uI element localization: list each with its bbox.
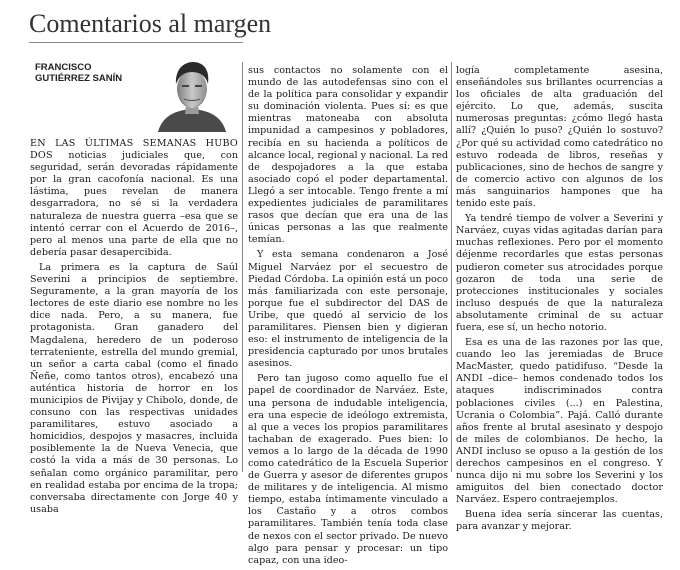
author-portrait: [152, 58, 232, 132]
author-last-name: GUTIÉRREZ SANÍN: [35, 73, 123, 84]
paragraph: EN LAS ÚLTIMAS SEMANAS HUBO DOS noticias judiciales que, con seguridad, serán devoradas rápidamente por la gran cacofonía nacional. Es una lástima, pues revelan de manera desgarradora, no sé si la verdadera naturaleza de nuestra guerra –esa que se intentó cerrar con el Acuerdo de 2016–, pero al menos una parte de ella que no debería pasar desapercibida.: [30, 138, 238, 258]
article-column-2: [248, 65, 448, 570]
paragraph: logía completamente asesina, enseñándoles sus brillantes ocurrencias a los oficiales de alta graduación del ejército. Lo que, además, suscita numerosas preguntas: ¿cómo llegó hasta allí? ¿Quién lo puso? ¿Quién lo sostuvo? ¿Por qué su actividad como catedrático no estuvo rodeada de libros, reseñas y publicaciones, sino de hechos de sangre y de comercio activo con algunos de los más sanguinarios hampones que ha tenido este país.: [456, 65, 663, 210]
lead-in: EN LAS ÚLTIMAS SEMANAS HUBO DOS: [30, 138, 238, 162]
paragraph: Ya tendré tiempo de volver a Severini y Narváez, cuyas vidas agitadas darían para muchas reflexiones. Pero por el momento déjenme recordarles que estas personas pudieron cometer sus atrocidades porque gozaron de toda una serie de protecciones institucionales y sociales incluso después de que la naturaleza absolutamente criminal de su actuar fuera, ese sí, un hecho notorio.: [456, 213, 663, 333]
section-title: Comentarios al margen: [29, 9, 272, 38]
paragraph: Pero tan jugoso como aquello fue el papel de coordinador de Narváez. Este, una persona de indudable inteligencia, era una especie de ideólogo extremista, al que a veces los propios paramilitares tachaban de exagerado. Pues bien: lo vemos a lo largo de la década de 1990 como catedrático de la Escuela Superior de Guerra y asesor de diferentes grupos de militares y de inteligencia. Al mismo tiempo, estaba íntimamente vinculado a los Castaño y a otros combos paramilitares. También tenía toda clase de nexos con el sector privado. De nuevo algo para pensar y procesar: un tipo capaz, con una ideo-: [248, 373, 448, 566]
top-rule: [29, 42, 243, 43]
paragraph: Buena idea sería sincerar las cuentas, para avanzar y mejorar.: [456, 509, 663, 533]
paragraph: La primera es la captura de Saúl Severini a principios de septiembre. Seguramente, a la gran mayoría de los lectores de este diario ese nombre no les dice nada. Pero, a su manera, fue protagonista. Gran ganadero del Magdalena, heredero de un poderoso terrateniente, estrella del mundo gremial, un señor a carta cabal (como el finado Ñeñe, como tantos otros), encabezó una auténtica historia de horror en los municipios de Pivijay y Chibolo, donde, de consuno con las respectivas unidades paramilitares, estuvo asociado a homicidios, despojos y masacres, incluida posiblemente la de Nueva Venecia, que costó la vida a más de 30 personas. Lo señalan como orgánico paramilitar, pero en realidad estaba por encima de la tropa; conversaba directamente con Jorge 40 y usaba: [30, 261, 238, 515]
column-divider-2: [451, 62, 452, 472]
author-byline: [35, 62, 155, 84]
article-column-1: [30, 138, 238, 519]
column-divider-1: [242, 62, 243, 472]
author-first-name: FRANCISCO: [35, 62, 92, 73]
article-column-3: [456, 65, 663, 537]
paragraph: sus contactos no solamente con el mundo de las autodefensas sino con el de la política para consolidar y expandir su dominación violenta. Pues sí: es que mientras matoneaba con absoluta impunidad a campesinos y pobladores, recibía en su hacienda a políticos de alcance local, regional y nacional. La red de despojadores a la que estaba asociado copó el poder departamental. Llegó a ser intocable. Tengo frente a mí expedientes judiciales de paramilitares rasos que decían que era una de las únicas personas a las que realmente temían.: [248, 65, 448, 246]
paragraph: Esa es una de las razones por las que, cuando leo las jeremiadas de Bruce MacMaster, quedo patidifuso. “Desde la ANDI –dice– hemos condenado todos los ataques indiscriminados contra poblaciones civiles (...) en Palestina, Ucrania o Colombia”. Pajá. Calló durante años frente al brutal asesinato y despojo de miles de colombianos. De hecho, la ANDI incluso se opuso a la gestión de los derechos campesinos en el congreso. Y nunca dijo ni mu sobre los Severini y los amiguitos del bien conectado doctor Narváez. Espero contraejemplos.: [456, 337, 663, 506]
paragraph: Y esta semana condenaron a José Miguel Narváez por el secuestro de Piedad Córdoba. La opinión está un poco más familiarizada con este personaje, porque fue el subdirector del DAS de Uribe, que quedó al servicio de los paramilitares. Piensen bien y digieran eso: el instrumento de inteligencia de la presidencia capturado por unos brutales asesinos.: [248, 249, 448, 370]
